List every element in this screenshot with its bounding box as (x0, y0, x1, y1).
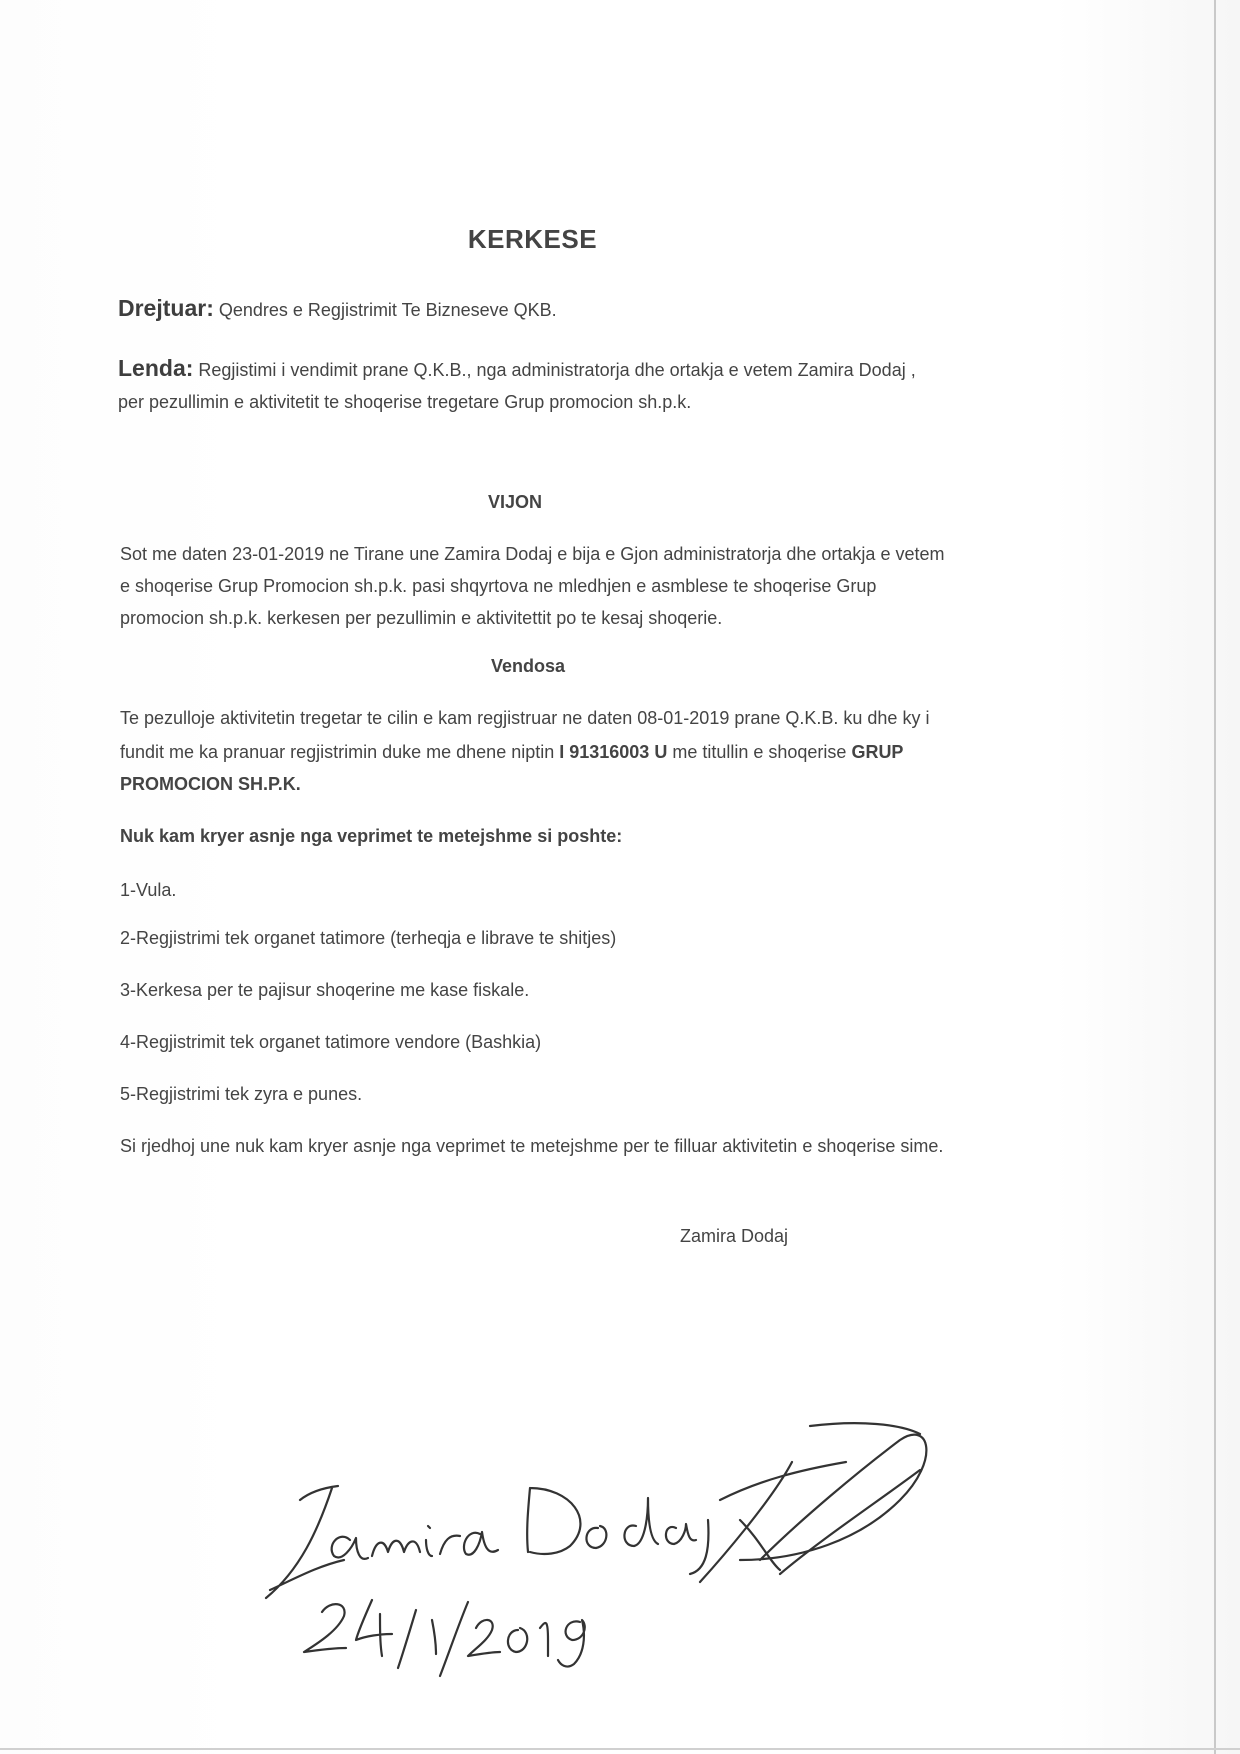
vijon-heading: VIJON (487, 492, 543, 512)
list-item: 3-Kerkesa per te pajisur shoqerine me kase fiskale. (120, 980, 530, 1000)
drejtuar-text: Qendres e Regjistrimit Te Bizneseve QKB. (218, 300, 557, 320)
vijon-line-1: Sot me daten 23-01-2019 ne Tirane une Zamira Dodaj e bija e Gjon administratorja dhe ortakja e vetem (120, 544, 945, 564)
vendosa-heading: Vendosa (490, 656, 566, 676)
signature-name: Zamira Dodaj (680, 1226, 789, 1246)
vijon-line-3: promocion sh.p.k. kerkesen per pezullimin e aktivitettit po te kesaj shoqerie. (120, 608, 723, 628)
list-item: 2-Regjistrimi tek organet tatimore (terheqja e librave te shitjes) (120, 928, 617, 948)
vendosa-text-a: fundit me ka pranuar regjistrimin duke me dhene niptin (120, 742, 560, 762)
nipt-value: I 91316003 U (559, 742, 668, 762)
drejtuar-label: Drejtuar: (118, 295, 214, 321)
vijon-line-2: e shoqerise Grup Promocion sh.p.k. pasi shqyrtova ne mledhjen e asmblese te shoqerise Grup (120, 576, 877, 596)
vendosa-line-1: Te pezulloje aktivitetin tregetar te cilin e kam regjistruar ne daten 08-01-2019 prane Q.K.B. ku dhe ky i (120, 708, 930, 728)
lenda-label: Lenda: (118, 355, 194, 381)
list-heading: Nuk kam kryer asnje nga veprimet te metejshme si poshte: (120, 826, 623, 846)
company-name-b: PROMOCION SH.P.K. (120, 774, 301, 794)
list-item: 4-Regjistrimit tek organet tatimore vendore (Bashkia) (120, 1032, 542, 1052)
document-title: KERKESE (467, 224, 598, 254)
lenda-text-1: Regjistimi i vendimit prane Q.K.B., nga administratorja dhe ortakja e vetem Zamira Dodaj , (198, 360, 916, 380)
company-name-a: GRUP (851, 742, 904, 762)
vendosa-text-b: me titullin e shoqerise (672, 742, 852, 762)
closing-statement: Si rjedhoj une nuk kam kryer asnje nga veprimet te metejshme per te filluar aktivitetin e shoqerise sime. (120, 1136, 944, 1156)
list-item: 1-Vula. (120, 880, 177, 900)
list-item: 5-Regjistrimi tek zyra e punes. (120, 1084, 363, 1104)
lenda-line-2: per pezullimin e aktivitetit te shoqerise tregetare Grup promocion sh.p.k. (118, 392, 692, 412)
